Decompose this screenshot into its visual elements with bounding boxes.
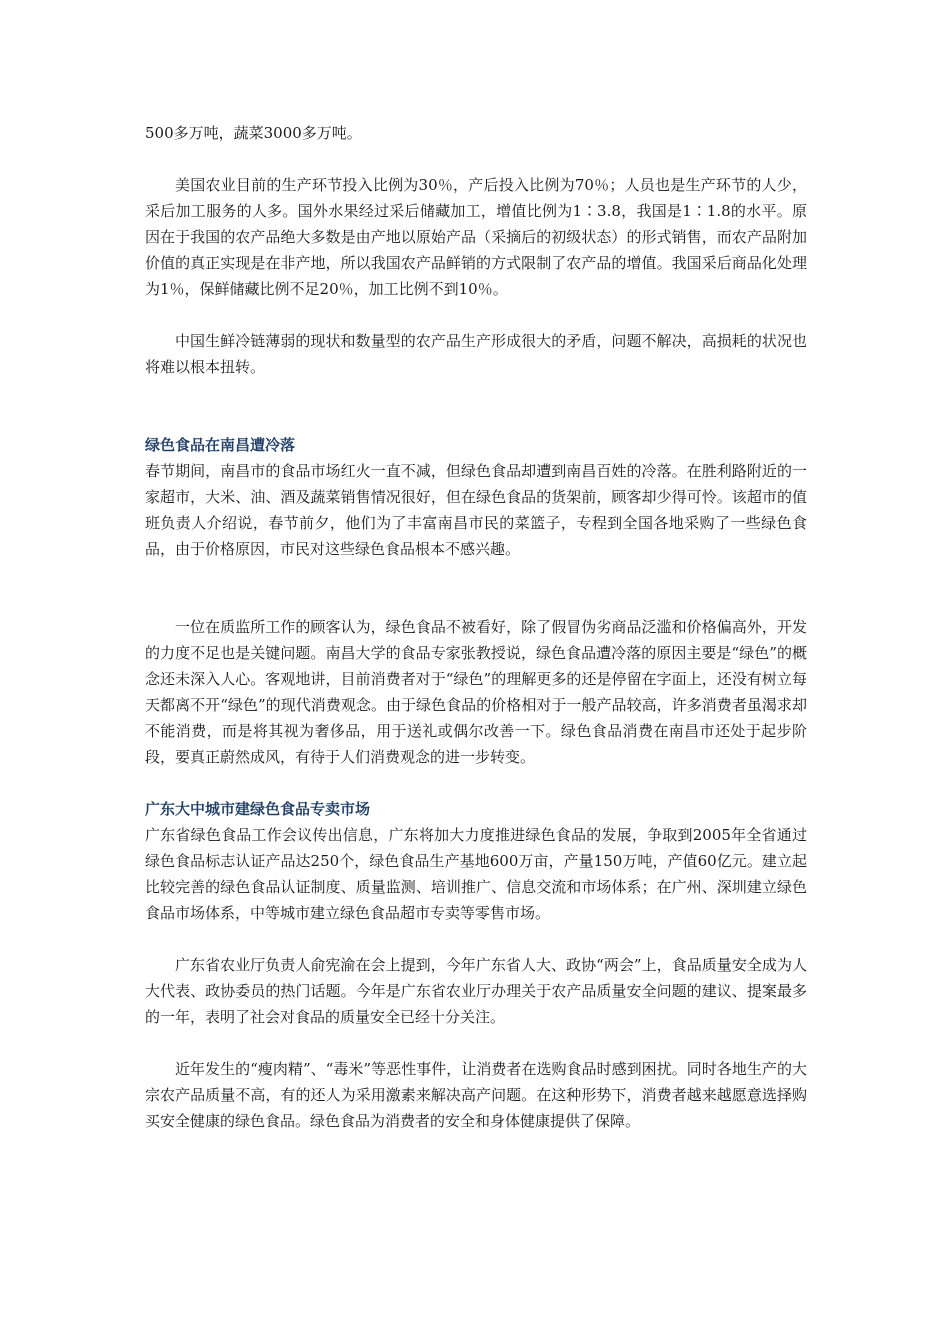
document-page	[145, 120, 807, 1134]
paragraph-food-safety: 近年发生的“瘦肉精”、“毒米”等恶性事件，让消费者在选购食品时感到困扰。同时各地生产的大宗农产品质量不高，有的还人为采用激素来解决高产问题。在这种形势下，消费者越来越愿意选择购买安全健康的绿色食品。绿色食品为消费者的安全和身体健康提供了保障。	[145, 1060, 807, 1130]
paragraph-guangdong-meeting: 广东省绿色食品工作会议传出信息，广东将加大力度推进绿色食品的发展，争取到2005年全省通过绿色食品标志认证产品达250个，绿色食品生产基地600万亩，产量150万吨，产值60亿元。建立起比较完善的绿色食品认证制度、质量监测、培训推广、信息交流和市场体系；在广州、深圳建立绿色食品市场体系，中等城市建立绿色食品超市专卖等零售市场。	[145, 826, 807, 922]
paragraph-guangdong-official: 广东省农业厅负责人俞宪渝在会上提到，今年广东省人大、政协“两会”上，食品质量安全成为人大代表、政协委员的热门话题。今年是广东省农业厅办理关于农产品质量安全问题的建议、提案最多的一年，表明了社会对食品的质量安全已经十分关注。	[145, 956, 807, 1026]
paragraph-nanchang-spring: 春节期间，南昌市的食品市场红火一直不减，但绿色食品却遭到南昌百姓的冷落。在胜利路附近的一家超市，大米、油、酒及蔬菜销售情况很好，但在绿色食品的货架前，顾客却少得可怜。该超市的值班负责人介绍说，春节前夕，他们为了丰富南昌市民的菜篮子，专程到全国各地采购了一些绿色食品，由于价格原因，市民对这些绿色食品根本不感兴趣。	[145, 462, 807, 558]
heading-nanchang: 绿色食品在南昌遭冷落	[145, 436, 296, 454]
heading-guangdong: 广东大中城市建绿色食品专卖市场	[145, 800, 371, 818]
paragraph-cold-chain: 中国生鲜冷链薄弱的现状和数量型的农产品生产形成很大的矛盾，问题不解决，高损耗的状况也将难以根本扭转。	[145, 332, 807, 376]
paragraph-continuation: 500多万吨，蔬菜3000多万吨。	[145, 124, 362, 142]
paragraph-nanchang-expert: 一位在质监所工作的顾客认为，绿色食品不被看好，除了假冒伪劣商品泛滥和价格偏高外，开发的力度不足也是关键问题。南昌大学的食品专家张教授说，绿色食品遭冷落的原因主要是“绿色”的概念还未深入人心。客观地讲，目前消费者对于“绿色”的理解更多的还是停留在字面上，还没有树立每天都离不开“绿色”的现代消费观念。由于绿色食品的价格相对于一般产品较高，许多消费者虽渴求却不能消费，而是将其视为奢侈品，用于送礼或偶尔改善一下。绿色食品消费在南昌市还处于起步阶段，要真正蔚然成风，有待于人们消费观念的进一步转变。	[145, 618, 807, 766]
paragraph-us-agriculture: 美国农业目前的生产环节投入比例为30％，产后投入比例为70％；人员也是生产环节的人少，采后加工服务的人多。国外水果经过采后储藏加工，增值比例为1∶3.8，我国是1∶1.8的水平。原因在于我国的农产品绝大多数是由产地以原始产品（采摘后的初级状态）的形式销售，而农产品附加价值的真正实现是在非产地，所以我国农产品鲜销的方式限制了农产品的增值。我国采后商品化处理为1％，保鲜储藏比例不足20％，加工比例不到10％。	[145, 176, 807, 298]
